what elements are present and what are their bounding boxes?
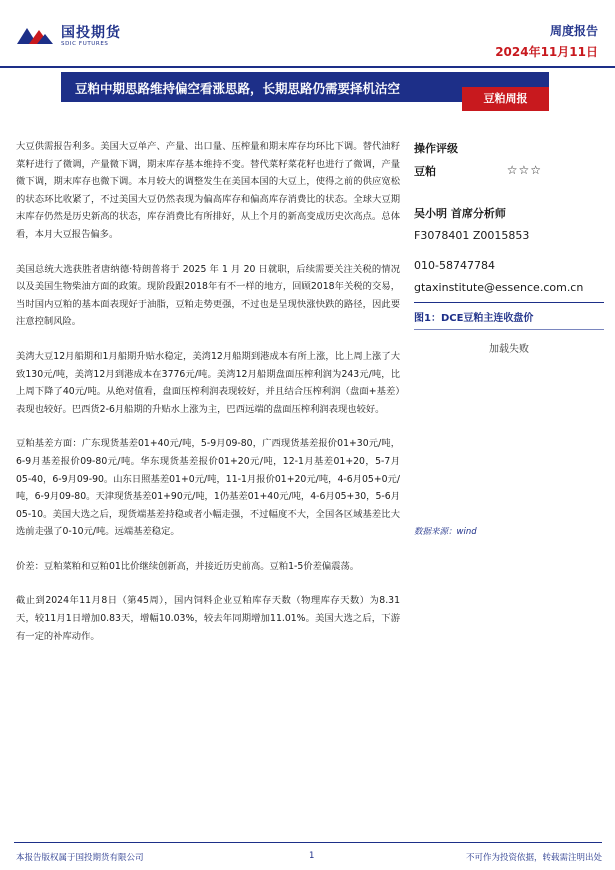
rating-product: 豆粕 xyxy=(414,165,436,178)
paragraph-spread: 价差：豆粕菜粕和豆粕01比价继续创新高，并接近历史前高。豆粕1-5价差偏震荡。 xyxy=(16,560,360,572)
main-content xyxy=(16,138,400,662)
chart-load-failed-text: 加载失败 xyxy=(489,344,529,355)
sidebar-divider xyxy=(414,302,604,303)
figure-title: 图1：DCE豆粕主连收盘价 xyxy=(414,313,534,324)
report-type: 周度报告 xyxy=(549,24,598,38)
sidebar xyxy=(414,140,604,537)
header-divider xyxy=(0,66,615,68)
rating-stars-icon: ☆☆☆ xyxy=(506,163,542,177)
analyst-name: 吴小明 首席分析师 xyxy=(414,207,506,220)
paragraph-basis: 豆粕基差方面：广东现货基差01+40元/吨，5-9月09-80，广西现货基差报价01+30元/吨，6-9月基差报价09-80元/吨。华东现货基差报价01+20元/吨，12-1月基差01+20，5-7月05-40，6-9月09-90。山东日照基差01+0元/吨，11-1月报价01+20元/吨，4-6月05+0元/吨，6-9月09-80。天津现货基差01+90元/吨，1仍基差01+40元/吨，4-6月05+30，5-6月05-10。美国大选之后，现货端基差持稳或者小幅走强，不过幅度不大，全国各区域基差比大选前走强了0-10元/吨。远端基差稳定。 xyxy=(16,438,400,538)
rating-row xyxy=(414,163,542,179)
report-date: 2024年11月11日 xyxy=(495,45,598,59)
report-tag: 豆粕周报 xyxy=(462,87,549,111)
analyst-license: F3078401 Z0015853 xyxy=(414,229,530,242)
rating-label: 操作评级 xyxy=(414,142,458,155)
page-header xyxy=(0,0,615,70)
report-title: 豆粕中期思路维持偏空看涨思路，长期思路仍需要择机沽空 xyxy=(75,81,401,96)
paragraph-election: 美国总统大选获胜者唐纳德·特朗普将于 2025 年 1 月 20 日就职，后续需要关注关税的情况以及美国生物柴油方面的政策。现阶段跟2018年有不一样的地方，回顾2018年关税的交易，当时国内豆粕的基本面表现好于油脂，豆粕走势更强，不过也是呈现快涨快跌的路径，因此要注意控制风险。 xyxy=(16,263,400,328)
footer-copyright: 本报告版权属于国投期货有限公司 xyxy=(16,853,144,863)
data-source: 数据来源：wind xyxy=(414,527,477,537)
footer-divider xyxy=(14,842,602,843)
page-number: 1 xyxy=(309,851,315,861)
paragraph-supply-demand: 大豆供需报告利多。美国大豆单产、产量、出口量、压榨量和期末库存均环比下调。替代油籽菜籽进行了微调，产量微下调，期末库存基本维持不变。替代菜籽菜花籽也进行了微调，产量微下调，期末库存也微下调。本月较大的调整发生在美国本国的大豆上，使得之前的供应宽松的状态环比收紧了，不过美国大豆仍然表现为偏高库存和偏高库存消费比的状态。全球大豆期末库存仍然是历史新高的状态，库存消费比有所排好，从上个月的新高变成历史次高点。总体看，本月大豆报告偏多。 xyxy=(16,141,400,240)
paragraph-inventory: 截止到2024年11月8日（第45周），国内饲料企业豆粕库存天数（物理库存天数）为8.31天，较11月1日增加0.83天，增幅10.03%，较去年同期增加11.01%。美国大选之后，下游有一定的补库动作。 xyxy=(16,595,400,642)
analyst-email[interactable]: gtaxinstitute@essence.com.cn xyxy=(414,281,584,294)
logo-text-en: SDIC FUTURES xyxy=(61,40,109,47)
logo-text-cn: 国投期货 xyxy=(61,24,121,41)
chart-placeholder xyxy=(414,330,604,525)
paragraph-import-cost: 美湾大豆12月船期和1月船期升贴水稳定，美湾12月船期到港成本有所上涨，比上周上涨了大致130元/吨，美湾12月到港成本在3776元/吨。美湾12月船期盘面压榨利润为243元/吨，比上周下降了40元/吨。从绝对值看，盘面压榨利润表现较好，并且结合压榨利润（盘面+基差）表现也较好。巴西货2-6月船期的升贴水上涨为主，巴西远端的盘面压榨利润表现也较好。 xyxy=(16,350,400,415)
analyst-phone: 010-58747784 xyxy=(414,259,495,272)
logo-emblem-icon xyxy=(15,24,55,48)
footer-disclaimer: 不可作为投资依据，转载需注明出处 xyxy=(465,853,602,863)
company-logo xyxy=(15,24,121,48)
